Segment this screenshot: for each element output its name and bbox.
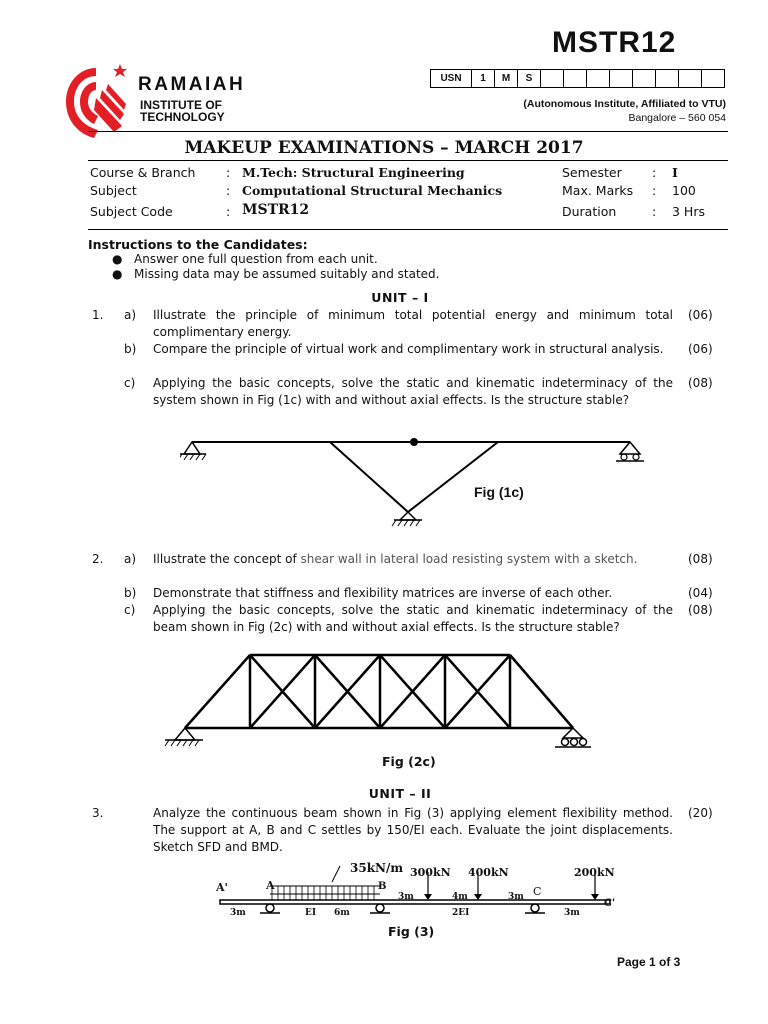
paper-code: MSTR12	[552, 26, 677, 59]
divider	[88, 229, 728, 230]
usn-digit-2: M	[495, 70, 518, 88]
instruction-text: Missing data may be assumed suitably and stated.	[134, 267, 440, 281]
question-marks: (08)	[688, 376, 713, 390]
span-label: 3m	[398, 892, 414, 902]
colon: :	[226, 183, 231, 198]
question-marks: (06)	[688, 342, 713, 356]
course-label: Course & Branch	[90, 165, 196, 180]
usn-blank	[541, 70, 564, 88]
colon: :	[652, 204, 657, 219]
colon: :	[226, 165, 231, 180]
point-label: C'	[604, 898, 616, 909]
unit-1-title: UNIT – I	[371, 290, 429, 305]
code-label: Subject Code	[90, 204, 173, 219]
instructions-heading: Instructions to the Candidates:	[88, 237, 308, 252]
usn-blank	[564, 70, 587, 88]
usn-blank	[633, 70, 656, 88]
usn-digit-1: 1	[472, 70, 495, 88]
usn-box	[430, 69, 725, 88]
page-number: Page 1 of 3	[617, 955, 681, 969]
question-text: Applying the basic concepts, solve the static and kinematic indeterminacy of the beam shown in Fig (2c) with and without axial effects. Is the structure stable?	[153, 603, 673, 634]
code-value: MSTR12	[242, 202, 310, 218]
question-text: Compare the principle of virtual work and complimentary work in structural analysis.	[153, 342, 664, 356]
question-text: Demonstrate that stiffness and flexibility matrices are inverse of each other.	[153, 586, 613, 600]
figure-caption: Fig (3)	[388, 924, 435, 939]
course-value: M.Tech: Structural Engineering	[242, 165, 465, 180]
question-part-label: c)	[124, 603, 136, 617]
affiliation: (Autonomous Institute, Affiliated to VTU)	[523, 98, 726, 110]
point-label: A'	[216, 881, 228, 894]
marks-value: 100	[672, 183, 696, 198]
figure-1c	[180, 432, 650, 527]
stiffness-label: EI	[305, 908, 317, 918]
duration-label: Duration	[562, 204, 617, 219]
figure-caption: Fig (1c)	[474, 484, 524, 500]
question-marks: (20)	[688, 806, 713, 820]
question-number: 3.	[92, 806, 104, 820]
question-marks: (08)	[688, 552, 713, 566]
stiffness-label: 2EI	[452, 908, 470, 918]
usn-label: USN	[431, 70, 472, 88]
load-label: 200kN	[574, 866, 615, 879]
question-part-label: a)	[124, 552, 137, 566]
usn-blank	[656, 70, 679, 88]
usn-blank	[587, 70, 610, 88]
colon: :	[652, 183, 657, 198]
span-label: 3m	[508, 892, 524, 902]
subject-value: Computational Structural Mechanics	[242, 183, 503, 198]
question-text	[153, 551, 673, 568]
usn-digit-3: S	[518, 70, 541, 88]
ramaiah-logo-icon	[62, 62, 132, 142]
institute-sub-line-1: INSTITUTE OF	[140, 98, 222, 112]
figure-caption: Fig (2c)	[382, 754, 436, 769]
semester-label: Semester	[562, 165, 622, 180]
instruction-text: Answer one full question from each unit.	[134, 252, 378, 266]
point-label: C	[533, 885, 542, 898]
question-text-highlight: shear wall in lateral load resisting system with a sketch.	[300, 552, 638, 566]
question-text: Applying the basic concepts, solve the static and kinematic indeterminacy of the system shown in Fig (1c) with and without axial effects. Is the structure stable?	[153, 376, 673, 407]
question-marks: (06)	[688, 308, 713, 322]
semester-value: I	[672, 165, 678, 180]
divider	[88, 160, 728, 161]
subject-label: Subject	[90, 183, 137, 198]
instruction-item: ● Missing data may be assumed suitably and stated.	[112, 267, 440, 281]
question-marks: (08)	[688, 603, 713, 617]
question-text-part: Illustrate the concept of	[153, 552, 301, 566]
divider	[88, 131, 728, 132]
load-label: 400kN	[468, 866, 509, 879]
exam-title: MAKEUP EXAMINATIONS – MARCH 2017	[184, 138, 584, 158]
address: Bangalore – 560 054	[628, 112, 726, 124]
colon: :	[226, 204, 231, 219]
marks-label: Max. Marks	[562, 183, 634, 198]
colon: :	[652, 165, 657, 180]
question-text: Illustrate the principle of minimum total potential energy and minimum total complimentary energy.	[153, 308, 673, 339]
question-number: 1.	[92, 308, 104, 322]
figure-2c-truss	[155, 650, 605, 750]
question-marks: (04)	[688, 586, 713, 600]
unit-2-title: UNIT – II	[368, 786, 432, 801]
question-part-label: b)	[124, 586, 137, 600]
span-label: 6m	[334, 908, 350, 918]
span-label: 3m	[230, 908, 246, 918]
usn-blank	[702, 70, 725, 88]
question-number: 2.	[92, 552, 104, 566]
point-label: A	[266, 879, 275, 892]
institute-name: RAMAIAH	[138, 74, 246, 95]
usn-blank	[679, 70, 702, 88]
duration-value: 3 Hrs	[672, 204, 705, 219]
question-text: Analyze the continuous beam shown in Fig (3) applying element flexibility method. The support at A, B and C settles by 150/EI each. Evaluate the joint displacements. Sketch SFD and BMD.	[153, 806, 673, 854]
span-label: 3m	[564, 908, 580, 918]
institute-sub-line-2: TECHNOLOGY	[140, 110, 225, 124]
question-part-label: c)	[124, 376, 136, 390]
usn-blank	[610, 70, 633, 88]
span-label: 4m	[452, 892, 468, 902]
load-label: 300kN	[410, 866, 451, 879]
instruction-item: ● Answer one full question from each unit.	[112, 252, 378, 266]
point-label: B	[378, 881, 387, 892]
udl-label: 35kN/m	[350, 861, 404, 875]
question-part-label: a)	[124, 308, 137, 322]
question-part-label: b)	[124, 342, 137, 356]
institute-subtitle	[140, 99, 225, 123]
